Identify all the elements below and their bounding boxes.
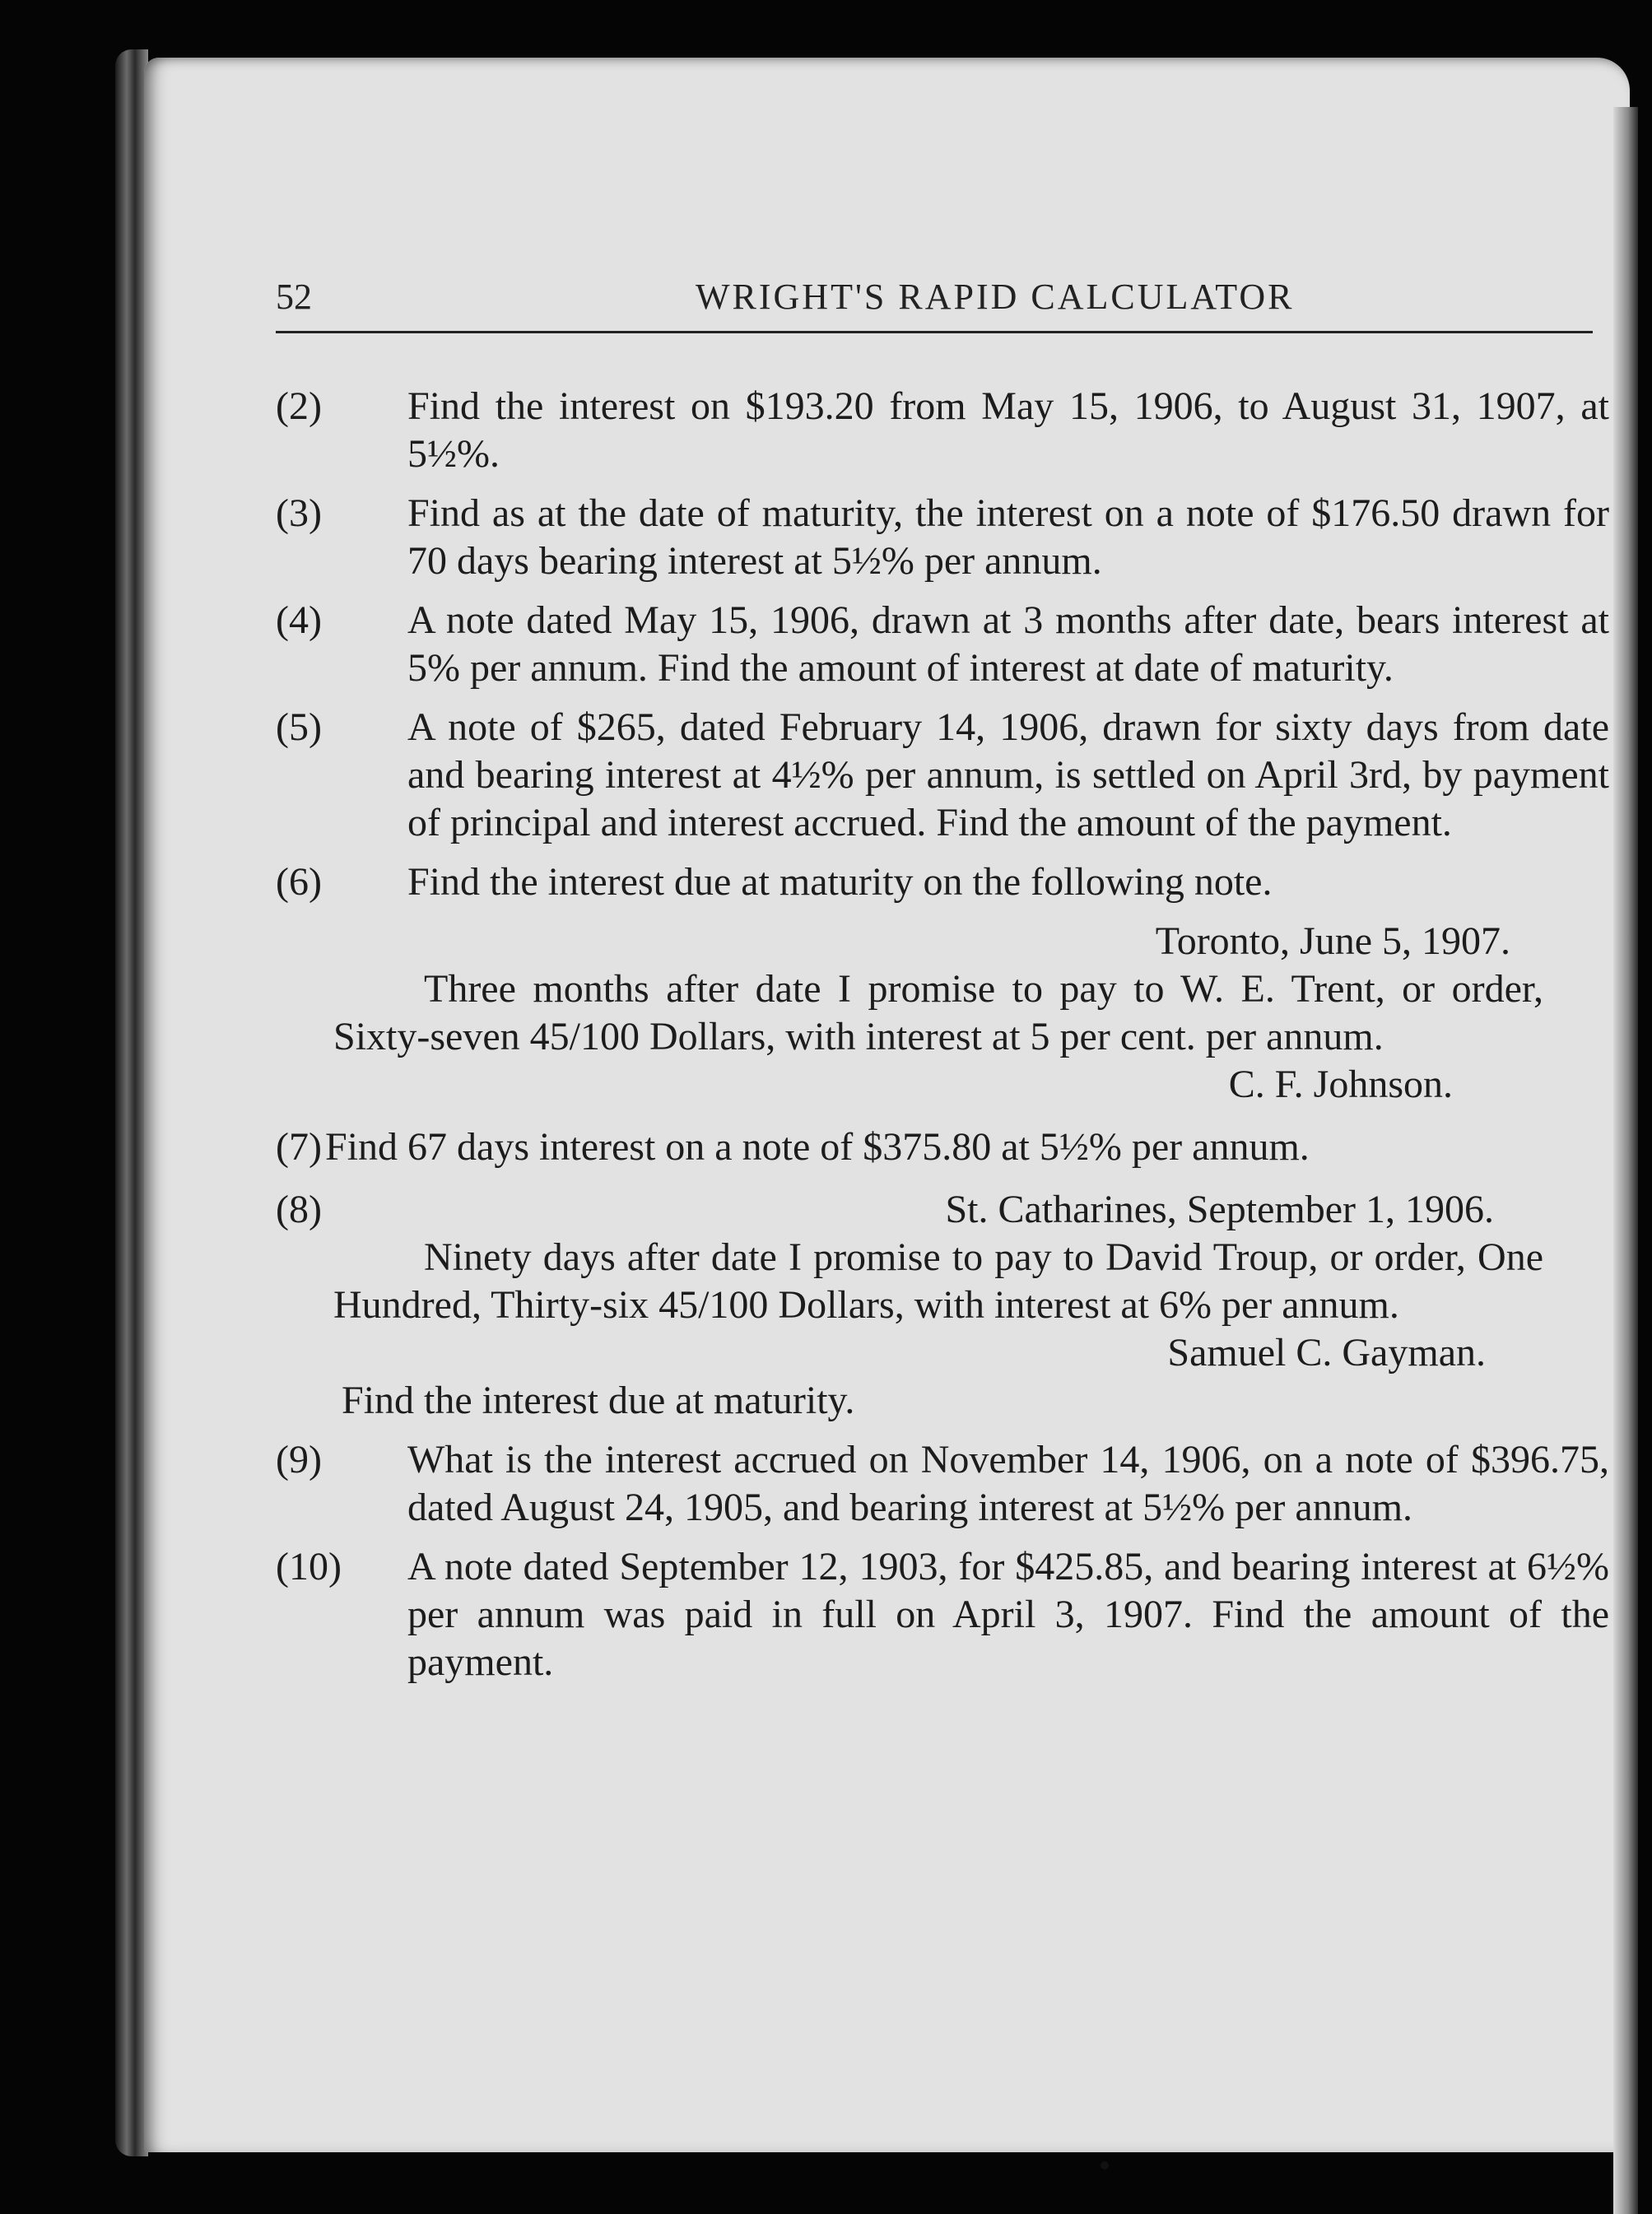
problem-number: (2)	[276, 384, 322, 428]
problem-number: (5)	[276, 705, 322, 749]
problem-6	[276, 858, 1609, 906]
running-title: WRIGHT'S RAPID CALCULATOR	[696, 277, 1295, 317]
problem-text: Find as at the date of maturity, the interest on a note of $176.50 drawn for 70 days bearing interest at 5½% per annum.	[407, 491, 1609, 583]
problem-text: What is the interest accrued on November 14, 1906, on a note of $396.75, dated August 24, 1905, and bearing interest at 5½% per annum.	[407, 1438, 1609, 1529]
problem-10	[276, 1543, 1609, 1686]
problem-2	[276, 383, 1609, 478]
problem-number: (7)	[276, 1125, 322, 1169]
problem-text: A note of $265, dated February 14, 1906, drawn for sixty days from date and bearing interest at 4½% per annum, is settled on April 3rd, by payment of principal and interest accrued. Find the amount of the payment.	[407, 705, 1609, 844]
promissory-note-6	[333, 918, 1543, 1109]
problem-number: (10)	[276, 1545, 342, 1588]
problem-number: (6)	[276, 860, 322, 904]
problem-text: A note dated May 15, 1906, drawn at 3 months after date, bears interest at 5% per annum. Find the amount of interest at date of maturity.	[407, 598, 1609, 690]
problem-number: (3)	[276, 491, 322, 535]
note-body: Ninety days after date I promise to pay to David Troup, or order, One Hundred, Thirty-six 45/100 Dollars, with interest at 6% per annum.	[333, 1235, 1543, 1327]
problem-8-question: Find the interest due at maturity.	[342, 1379, 855, 1422]
problem-text: Find the interest due at maturity on the following note.	[407, 860, 1273, 904]
problem-number: (4)	[276, 598, 322, 642]
problem-7	[276, 1123, 1609, 1171]
problem-number: (9)	[276, 1438, 322, 1481]
page-header	[276, 276, 1593, 333]
note-place-date: St. Catharines, September 1, 1906.	[945, 1188, 1494, 1231]
problem-4	[276, 597, 1609, 692]
promissory-note-8	[333, 1234, 1543, 1377]
problem-9	[276, 1436, 1609, 1532]
note-signature: C. F. Johnson.	[1228, 1063, 1453, 1106]
book-page	[144, 58, 1630, 2152]
page-number: 52	[276, 277, 312, 317]
header-rule	[276, 331, 1593, 333]
note-place-date: Toronto, June 5, 1907.	[1155, 919, 1510, 963]
problem-text: A note dated September 12, 1903, for $425.85, and bearing interest at 6½% per annum was paid in full on April 3, 1907. Find the amount of the payment.	[407, 1545, 1609, 1684]
note-body: Three months after date I promise to pay to W. E. Trent, or order, Sixty-seven 45/100 Dollars, with interest at 5 per cent. per annum.	[333, 967, 1543, 1058]
problem-3	[276, 490, 1609, 585]
page-mark	[1101, 2161, 1109, 2170]
note-signature: Samuel C. Gayman.	[1167, 1331, 1486, 1374]
problem-text: Find the interest on $193.20 from May 15, 1906, to August 31, 1907, at 5½%.	[407, 384, 1609, 476]
problem-list	[276, 383, 1609, 1698]
problem-text: Find 67 days interest on a note of $375.80 at 5½% per annum.	[325, 1125, 1310, 1169]
problem-5	[276, 704, 1609, 847]
page-edge	[1613, 107, 1638, 2214]
book-spine	[115, 49, 148, 2156]
problem-8	[276, 1186, 1609, 1234]
problem-number: (8)	[276, 1188, 322, 1231]
